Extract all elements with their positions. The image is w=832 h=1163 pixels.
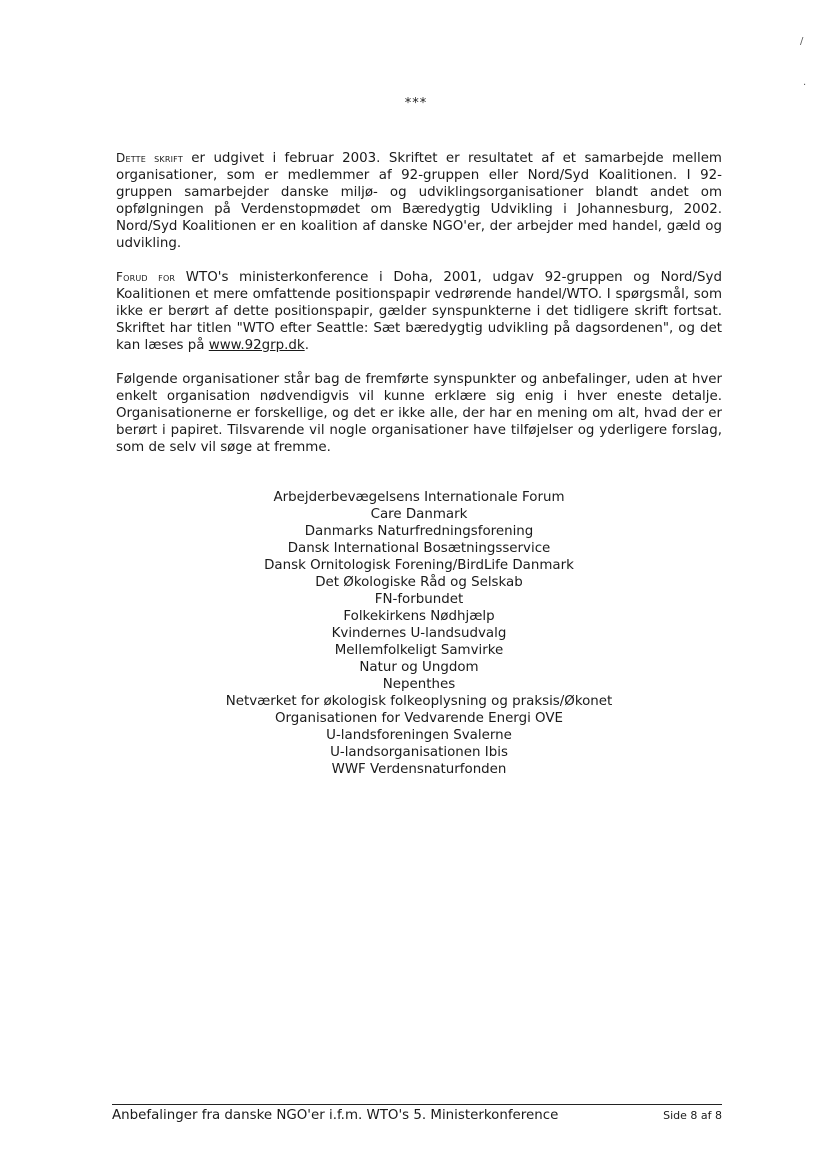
organization-item: Care Danmark <box>370 507 468 522</box>
organization-item: Dansk International Bosætningsservice <box>287 541 551 556</box>
organization-item: Arbejderbevægelsens Internationale Forum <box>273 490 565 505</box>
organization-item: U-landsorganisationen Ibis <box>330 745 508 760</box>
website-link[interactable]: www.92grp.dk <box>208 338 305 353</box>
organization-item: U-landsforeningen Svalerne <box>326 728 512 743</box>
paragraph-text: er udgivet i februar 2003. Skriftet er resultatet af et samarbejde mellem organisationer, som er medlemmer af 92-gruppen eller Nord/Syd Koalitionen. I 92-gruppen samarbejder danske miljø- og udviklingsorganisationer blandt andet om opfølgningen på Verdenstopmødet om Bæredygtig Udvikling i Johannesburg, 2002. Nord/Syd Koalitionen er en koalition af danske NGO'er, der arbejder med handel, gæld og udvikling. <box>116 151 722 251</box>
paragraph-text: WTO's ministerkonference i Doha, 2001, udgav 92-gruppen og Nord/Syd Koalitionen et mere omfattende positionspapir vedrørende handel/WTO. I spørgsmål, som ikke er berørt af dette positionspapir, gælder synspunkterne i det tidligere skrift fortsat. Skriftet har titlen "WTO efter Seattle: Sæt bæredygtig udvikling på dagsordenen", og det kan læses på <box>116 270 722 353</box>
organization-list <box>116 489 722 778</box>
organization-item: WWF Verdensnaturfonden <box>331 762 507 777</box>
organization-item: Organisationen for Vedvarende Energi OVE <box>275 711 563 726</box>
paragraph-lead: Dette skrift <box>116 151 183 165</box>
paragraph-lead: Forud for <box>116 270 176 284</box>
organization-item: Kvindernes U-landsudvalg <box>331 626 507 641</box>
body-text <box>116 150 722 473</box>
paragraph-publication-info <box>116 150 722 252</box>
organization-item: Dansk Ornitologisk Forening/BirdLife Danmark <box>264 558 574 573</box>
page-footer <box>112 1104 722 1123</box>
section-separator: *** <box>404 96 428 111</box>
footer-title: Anbefalinger fra danske NGO'er i.f.m. WTO's 5. Ministerkonference <box>112 1108 559 1123</box>
page-number: Side 8 af 8 <box>663 1109 722 1122</box>
scan-artifact-mark: / <box>800 36 804 47</box>
organization-item: Mellemfolkeligt Samvirke <box>334 643 504 658</box>
organization-item: Natur og Ungdom <box>359 660 479 675</box>
organization-item: Netværket for økologisk folkeoplysning og praksis/Økonet <box>225 694 613 709</box>
organization-item: FN-forbundet <box>374 592 464 607</box>
organization-item: Danmarks Naturfredningsforening <box>304 524 534 539</box>
scan-artifact-mark: · <box>803 80 807 91</box>
organization-item: Folkekirkens Nødhjælp <box>343 609 495 624</box>
organization-item: Det Økologiske Råd og Selskab <box>315 575 523 590</box>
paragraph-end: . <box>304 338 309 353</box>
paragraph-background <box>116 269 722 354</box>
organization-item: Nepenthes <box>382 677 456 692</box>
paragraph-organizations-intro: Følgende organisationer står bag de fremførte synspunkter og anbefalinger, uden at hver enkelt organisation nødvendigvis vil kunne erklære sig enig i hver eneste detalje. Organisationerne er forskellige, og det er ikke alle, der har en mening om alt, hvad der er berørt i papiret. Tilsvarende vil nogle organisationer have tilføjelser og yderligere forslag, som de selv vil søge at fremme. <box>116 372 722 455</box>
